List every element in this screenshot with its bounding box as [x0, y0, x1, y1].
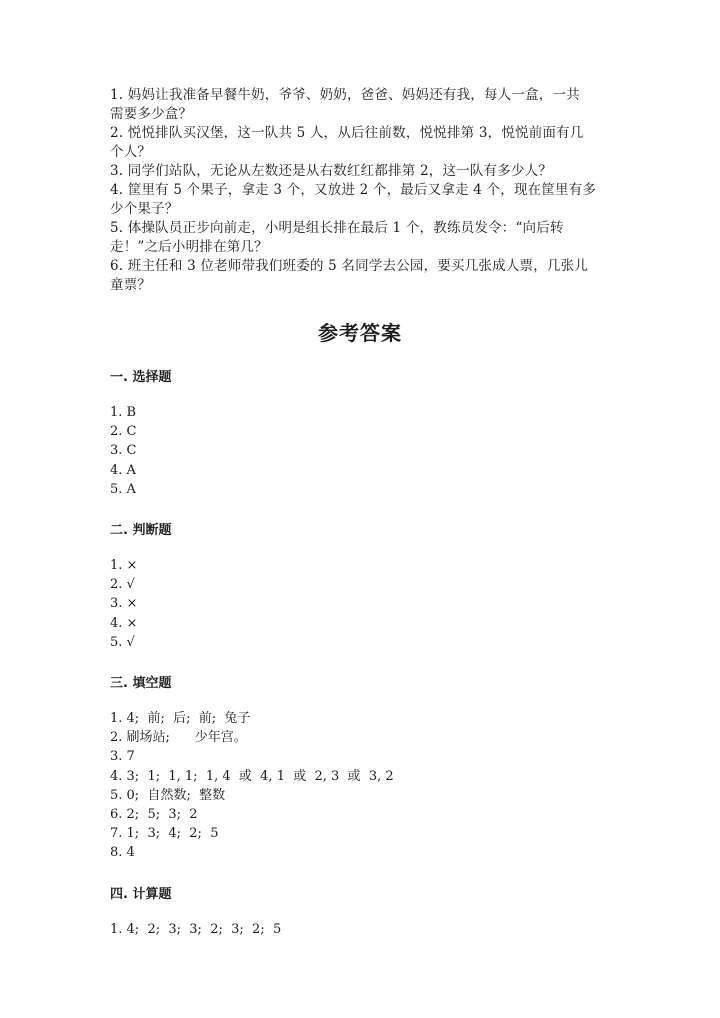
- answer-list-fill-in: [110, 709, 610, 863]
- document-page: [110, 86, 610, 959]
- question-1: [110, 86, 610, 124]
- answer-item: 5. √: [110, 634, 135, 650]
- answer-item: 3. ×: [110, 596, 138, 612]
- answer-item: 2. √: [110, 577, 135, 593]
- question-1-line-1: 1. 妈妈让我准备早餐牛奶，爷爷、奶奶，爸爸、妈妈还有我，每人一盒，一共: [110, 87, 580, 103]
- answer-item: 3. 7: [110, 749, 135, 765]
- question-5: [110, 219, 610, 257]
- answer-item: 1. 4; 前; 后; 前; 兔子: [110, 711, 251, 727]
- answer-list-judgement: [110, 556, 610, 652]
- answer-item: 2. C: [110, 424, 137, 440]
- question-6: [110, 257, 610, 295]
- answer-item: 5. 0; 自然数; 整数: [110, 787, 226, 803]
- answer-list-calculation: [110, 920, 610, 939]
- answer-item: 3. C: [110, 443, 137, 459]
- answer-item: 4. A: [110, 462, 136, 478]
- question-4: [110, 181, 610, 219]
- question-1-line-2: 需要多少盒？: [110, 106, 193, 122]
- answer-item: 4. 3; 1; 1, 1; 1, 4 或 4, 1 或 2, 3 或 3, 2: [110, 768, 394, 784]
- answer-item: 1. B: [110, 405, 137, 420]
- answers-title: 参考答案: [318, 321, 402, 345]
- answer-item: 1. 4; 2; 3; 3; 2; 3; 2; 5: [110, 921, 282, 937]
- section-heading-fill-in: 三. 填空题: [110, 676, 172, 692]
- question-5-line-2: 走！”之后小明排在第几？: [110, 239, 268, 255]
- answer-item: 2. 刷场站; 少年宫。: [110, 730, 247, 746]
- question-5-line-1: 5. 体操队员正步向前走，小明是组长排在最后 1 个，教练员发令：“向后转: [110, 220, 564, 236]
- answer-item: 6. 2; 5; 3; 2: [110, 807, 198, 823]
- answer-item: 8. 4: [110, 845, 135, 861]
- question-4-line-2: 少个果子？: [110, 201, 179, 217]
- question-4-line-1: 4. 筐里有 5 个果子，拿走 3 个，又放进 2 个，最后又拿走 4 个，现在筐里有多: [110, 182, 597, 198]
- answer-item: 1. ×: [110, 558, 138, 574]
- answer-item: 7. 1; 3; 4; 2; 5: [110, 826, 219, 842]
- question-6-line-1: 6. 班主任和 3 位老师带我们班委的 5 名同学去公园，要买几张成人票，几张儿: [110, 258, 589, 274]
- section-heading-calculation: 四. 计算题: [110, 886, 172, 902]
- question-2-line-2: 个人？: [110, 144, 152, 160]
- question-3-line-1: 3. 同学们站队，无论从左数还是从右数红红都排第 2，这一队有多少人？: [110, 163, 553, 179]
- question-6-line-2: 童票？: [110, 277, 152, 293]
- section-heading-choice: 一. 选择题: [110, 370, 172, 385]
- question-3: [110, 162, 610, 181]
- question-list: [110, 86, 610, 295]
- answer-item: 5. A: [110, 481, 136, 497]
- answer-list-choice: [110, 403, 610, 499]
- section-heading-judgement: 二. 判断题: [110, 523, 172, 539]
- answer-item: 4. ×: [110, 615, 138, 631]
- question-2-line-1: 2. 悦悦排队买汉堡，这一队共 5 人，从后往前数，悦悦排第 3，悦悦前面有几: [110, 125, 584, 141]
- question-2: [110, 124, 610, 162]
